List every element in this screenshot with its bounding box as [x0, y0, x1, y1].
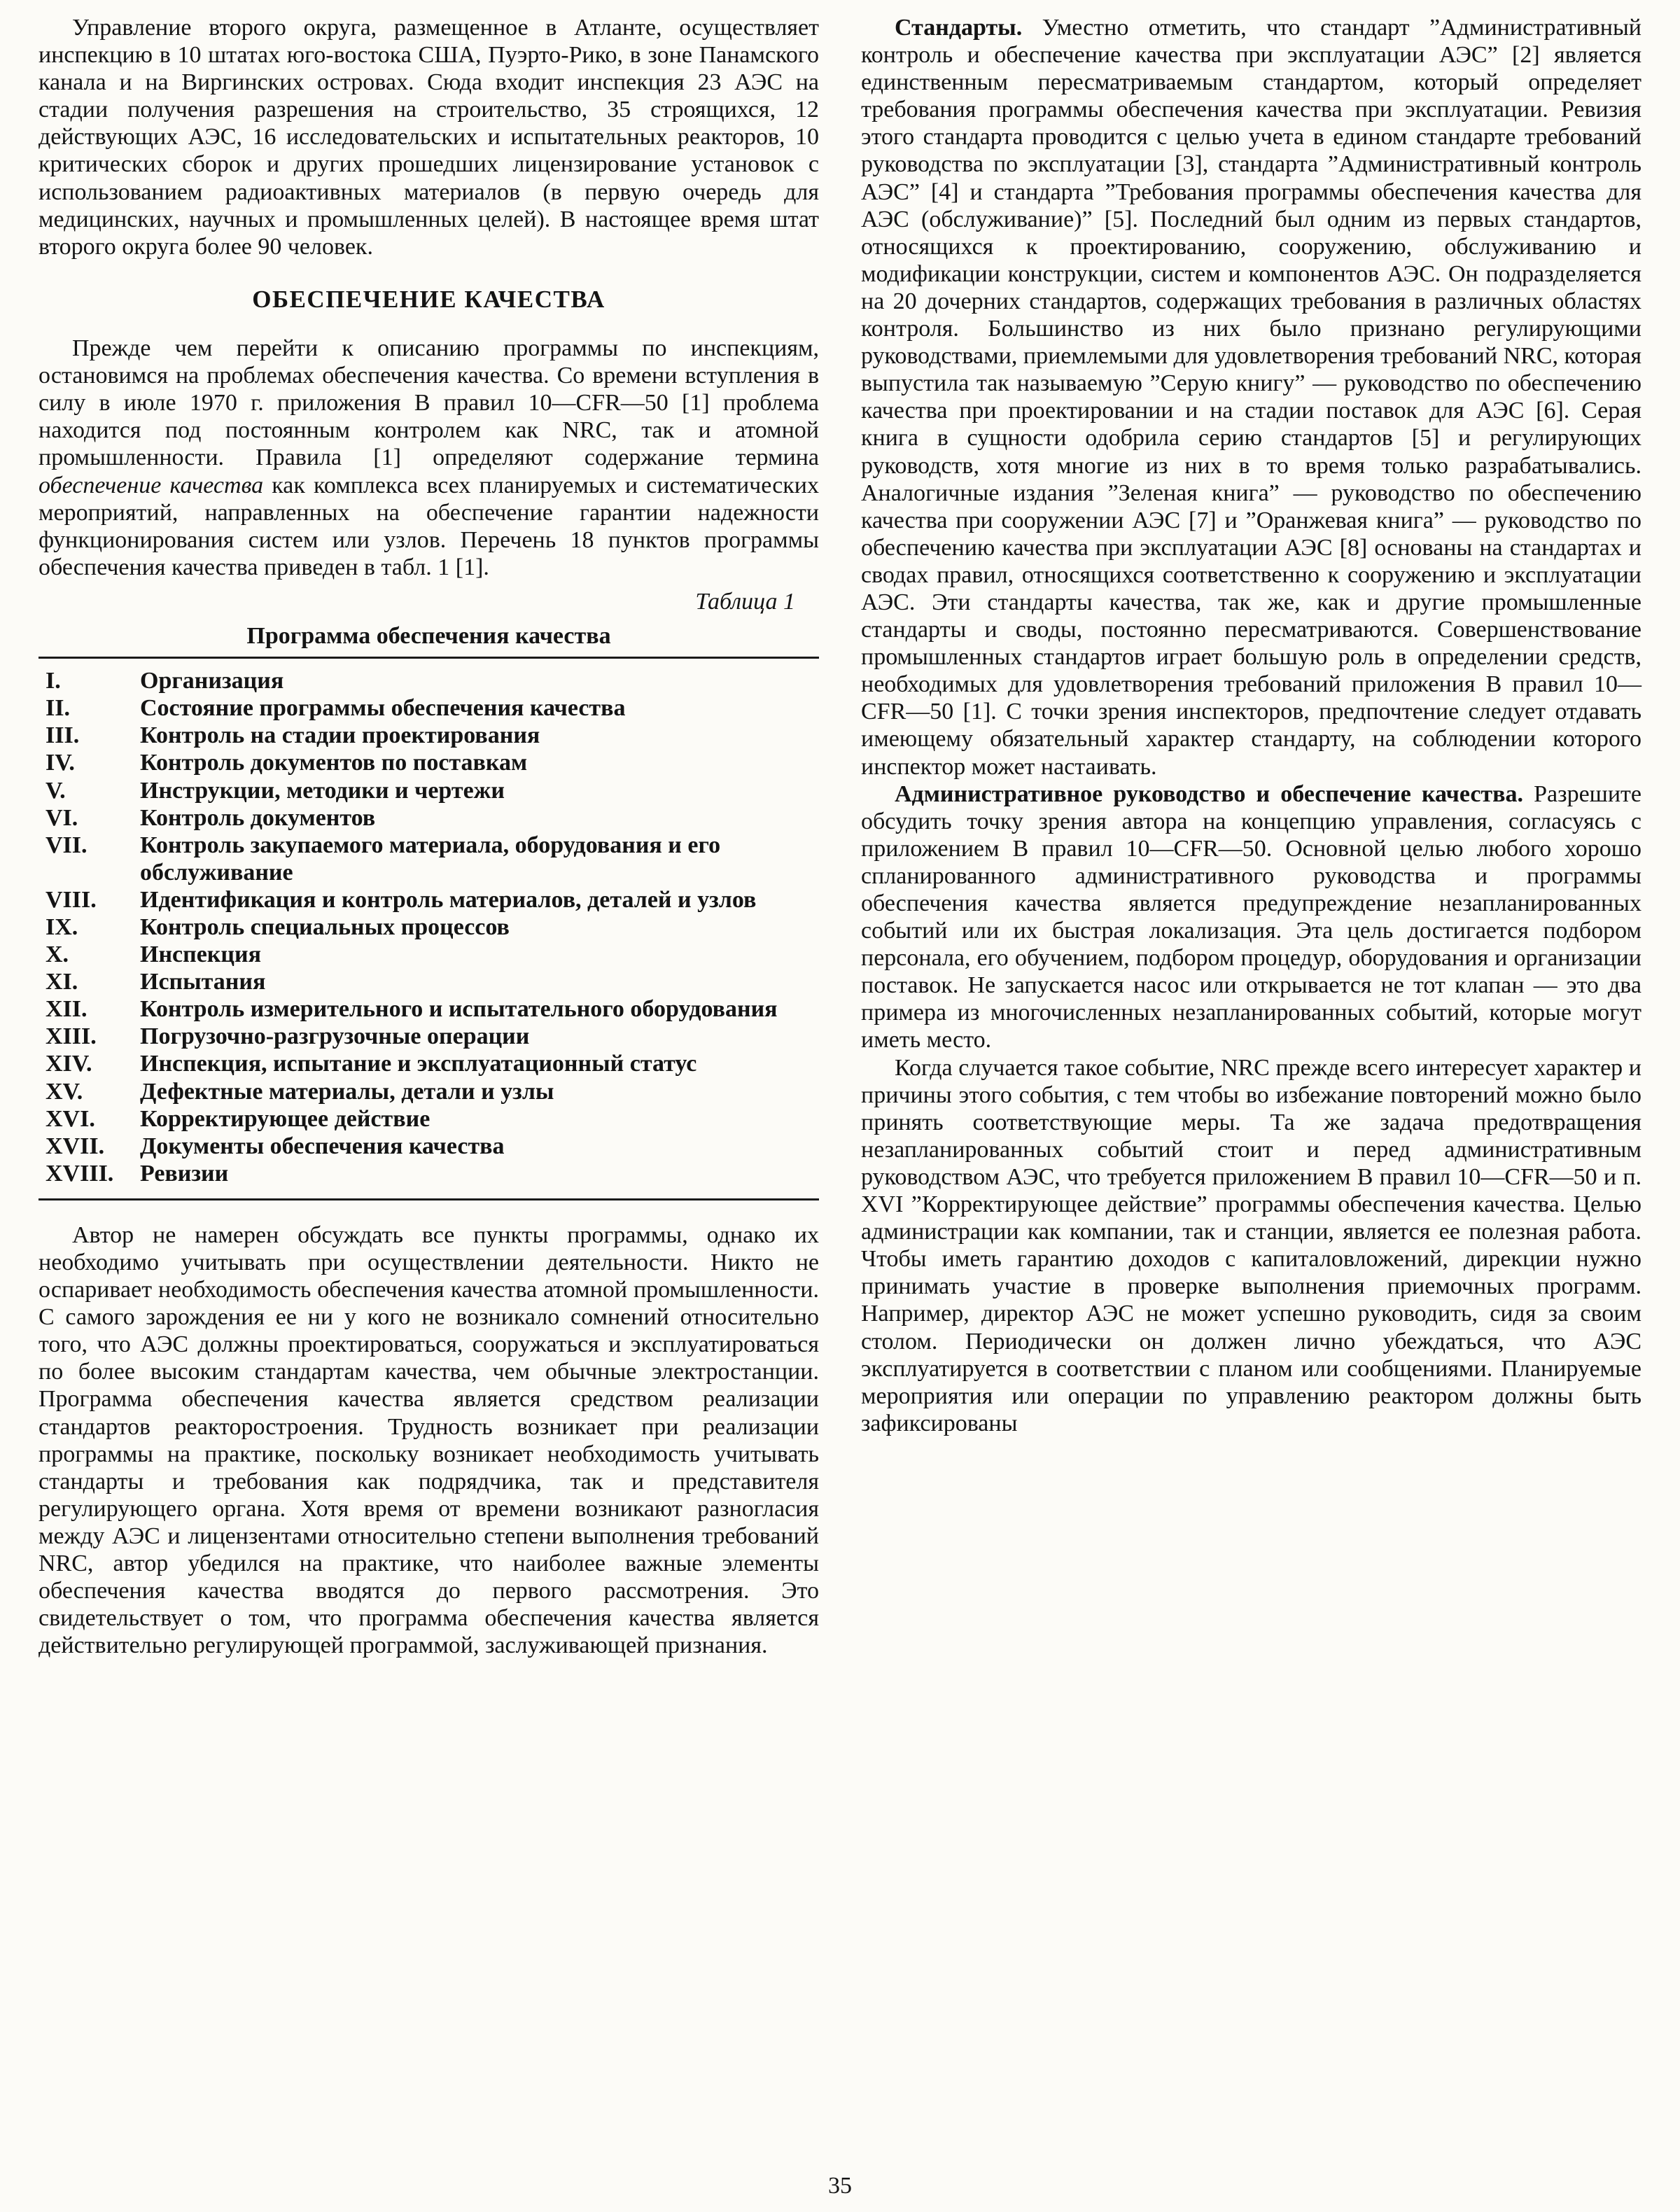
paragraph-qa-intro [38, 335, 819, 581]
row-numeral: I. [46, 668, 61, 694]
row-text: Инспекция [140, 941, 261, 968]
qa-intro-text-1: Прежде чем перейти к описанию программы по инспекциям, остановимся на проблемах обеспечения качества. Со времени вступления в силу в июле 1970 г. приложения В правил 10—CFR—50 [1] проблема находится под постоянным контролем как NRC, так и атомной промышленности. Правила [1] определяют содержание термина [38, 335, 819, 471]
paragraph-administrative-management [861, 780, 1642, 1054]
paragraph-standards [861, 14, 1642, 780]
table-row [38, 667, 819, 694]
row-text: Корректирующее действие [140, 1105, 430, 1132]
emphasized-term: обеспечение качества [38, 472, 264, 498]
row-numeral: XV. [46, 1078, 83, 1105]
table-caption: Таблица 1 [695, 588, 795, 615]
table-row [38, 804, 819, 832]
table-row [38, 995, 819, 1023]
table-row [38, 941, 819, 968]
table-title: Программа обеспечения качества [246, 623, 611, 650]
table-row [38, 694, 819, 722]
row-numeral: VIII. [46, 886, 97, 913]
table-row [38, 777, 819, 804]
row-numeral: V. [46, 777, 66, 804]
row-numeral: XVIII. [46, 1160, 114, 1186]
table-row [38, 722, 819, 749]
right-column [861, 14, 1642, 1659]
table-row [38, 913, 819, 941]
row-text: Инструкции, методики и чертежи [140, 777, 505, 804]
table-row [38, 832, 819, 886]
qa-program-table [38, 657, 819, 1200]
row-text: Контроль документов [140, 804, 376, 831]
row-text: Контроль закупаемого материала, оборудования и его обслуживание [140, 832, 721, 886]
row-text: Погрузочно-разгрузочные операции [140, 1023, 530, 1050]
table-row [38, 1160, 819, 1187]
standards-text: Уместно отметить, что стандарт ”Административный контроль и обеспечение качества при эксплуатации АЭС” [2] является единственным пересматриваемым стандартом, который определяет требования программы обеспечения качества при эксплуатации. Ревизия этого стандарта проводится с целью учета в едином стандарте требований руководства по эксплуатации [3], стандарта ”Административный контроль АЭС” [4] и стандарта ”Требования программы обеспечения качества для АЭС (обслуживание)” [5]. Последний был одним из первых стандартов, относящихся к проектированию, сооружению, обслуживанию и модификации конструкции, систем и компонентов АЭС. Он подразделяется на 20 дочерних стандартов, содержащих требования в различных областях контроля. Большинство из них было признано регулирующими руководствами, приемлемыми для удовлетворения требований NRC, которая выпустила так называемую ”Серую книгу” — руководство по обеспечению качества при проектировании и на стадии поставок для АЭС [6]. Серая книга в сущности одобрила серию стандартов [5] и регулирующих руководств, хотя многие из них в то время только разрабатывались. Аналогичные издания ”Зеленая книга” — руководство по обеспечению качества при сооружении АЭС [7] и ”Оранжевая книга” — руководство по обеспечению качества при эксплуатации АЭС [8] основаны на стандартах и сводах правил, относящихся соответственно к сооружению и эксплуатации АЭС. Эти стандарты качества, так же, как и другие промышленные стандарты и своды, постоянно пересматриваются. Совершенствование промышленных стандартов играет большую роль в определении средств, необходимых для удовлетворения требований приложения В правил 10—CFR—50 [1]. С точки зрения инспекторов, предпочтение следует отдавать имеющему обязательный характер стандарту, на соблюдении которого инспектор может настаивать. [861, 15, 1642, 780]
table-row [38, 749, 819, 776]
administrative-text: Разрешите обсудить точку зрения автора на концепцию управления, согласуясь с приложением В правил 10—CFR—50. Основной целью любого хорошо спланированного административного руководства и программы обеспечения качества является предупреждение незапланированных событий или их быстрая локализация. Эта цель достигается подбором персонала, его обучением, подбором процедур, оборудования и организации поставок. Не запускается насос или открывается не тот клапан — это два примера из многочисленных незапланированных событий, которые могут иметь место. [861, 780, 1642, 1054]
table-row [38, 1023, 819, 1050]
row-numeral: VII. [46, 832, 88, 858]
paragraph-author-discussion: Автор не намерен обсуждать все пункты программы, однако их необходимо учитывать при осуществлении деятельности. Никто не оспаривает необходимость обеспечения качества атомной промышленности. С самого зарождения ее ни у кого не возникало сомнений относительно того, что АЭС должны проектироваться, сооружаться и эксплуатироваться по более высоким стандартам качества, чем обычные электростанции. Программа обеспечения качества является средством реализации стандартов реакторостроения. Трудность возникает при реализации программы на практике, поскольку возникает необходимость учитывать стандарты и требования как подрядчика, так и представителя регулирующего органа. Хотя время от времени возникают разногласия между АЭС и лицензентами относительно степени выполнения требований NRC, автор убедился на практике, что наиболее важные элементы обеспечения качества вводятся до первого рассмотрения. Это свидетельствует о том, что программа обеспечения качества является действительно регулирующей программой, заслуживающей признания. [38, 1222, 819, 1659]
row-text: Дефектные материалы, детали и узлы [140, 1078, 554, 1105]
row-text: Документы обеспечения качества [140, 1133, 505, 1159]
row-numeral: IV. [46, 750, 75, 776]
page-number: 35 [828, 2172, 852, 2199]
row-numeral: II. [46, 695, 70, 722]
section-heading-quality-assurance: ОБЕСПЕЧЕНИЕ КАЧЕСТВА [252, 285, 606, 313]
row-numeral: XIII. [46, 1023, 97, 1050]
left-column [38, 14, 819, 1659]
row-numeral: XII. [46, 996, 88, 1023]
table-row [38, 1105, 819, 1133]
run-in-heading-standards: Стандарты. [895, 15, 1023, 41]
row-text: Контроль специальных процессов [140, 913, 510, 940]
row-numeral: XI. [46, 969, 78, 995]
row-text: Состояние программы обеспечения качества [140, 695, 626, 722]
table-row [38, 968, 819, 995]
row-text: Контроль измерительного и испытательного оборудования [140, 996, 778, 1023]
run-in-heading-administrative: Административное руководство и обеспечение качества. [895, 780, 1523, 807]
table-row [38, 1133, 819, 1160]
row-text: Организация [140, 668, 284, 694]
row-text: Испытания [140, 969, 266, 995]
table-row [38, 1078, 819, 1105]
row-numeral: III. [46, 722, 80, 749]
row-text: Ревизии [140, 1160, 229, 1186]
row-numeral: X. [46, 941, 69, 968]
table-row [38, 1050, 819, 1077]
row-text: Контроль документов по поставкам [140, 750, 528, 776]
paragraph-nrc-events: Когда случается такое событие, NRC прежде всего интересует характер и причины этого события, с тем чтобы во избежание повторений можно было принять соответствующие меры. Та же задача предотвращения незапланированных событий стоит и перед административным руководством АЭС, что требуется приложением В правил 10—CFR—50 и п. XVI ”Корректирующее действие” программы обеспечения качества. Целью администрации как компании, так и станции, является ее полезная работа. Чтобы иметь гарантию доходов с капиталовложений, дирекции нужно принимать участие в проверке выполнения приемочных программ. Например, директор АЭС не может успешно руководить, сидя за своим столом. Периодически он должен лично убеждаться, что АЭС эксплуатируется в соответствии с планом или сообщениями. Планируемые мероприятия или операции по управлению реактором должны быть зафиксированы [861, 1054, 1642, 1436]
row-numeral: XVI. [46, 1105, 95, 1132]
row-numeral: VI. [46, 804, 78, 831]
row-numeral: XVII. [46, 1133, 105, 1159]
paragraph-district-two: Управление второго округа, размещенное в Атланте, осуществляет инспекцию в 10 штатах юго-востока США, Пуэрто-Рико, в зоне Панамского канала и на Виргинских островах. Сюда входит инспекция 23 АЭС на стадии получения разрешения на строительство, 35 строящихся, 12 действующих АЭС, 16 исследовательских и испытательных реакторов, 10 критических сборок и других прошедших лицензирование установок с использованием радиоактивных материалов (в первую очередь для медицинских, научных и промышленных целей). В настоящее время штат второго округа более 90 человек. [38, 15, 819, 260]
two-column-layout [38, 14, 1642, 1659]
row-text: Контроль на стадии проектирования [140, 722, 540, 749]
row-numeral: XIV. [46, 1051, 92, 1077]
row-text: Инспекция, испытание и эксплуатационный статус [140, 1051, 697, 1077]
table-row [38, 886, 819, 913]
qa-intro-text-2: как комплекса всех планируемых и систематических мероприятий, направленных на обеспечение гарантии надежности функционирования систем или узлов. Перечень 18 пунктов программы обеспечения качества приведен в табл. 1 [1]. [38, 472, 819, 580]
row-numeral: IX. [46, 913, 78, 940]
row-text: Идентификация и контроль материалов, деталей и узлов [140, 886, 757, 913]
